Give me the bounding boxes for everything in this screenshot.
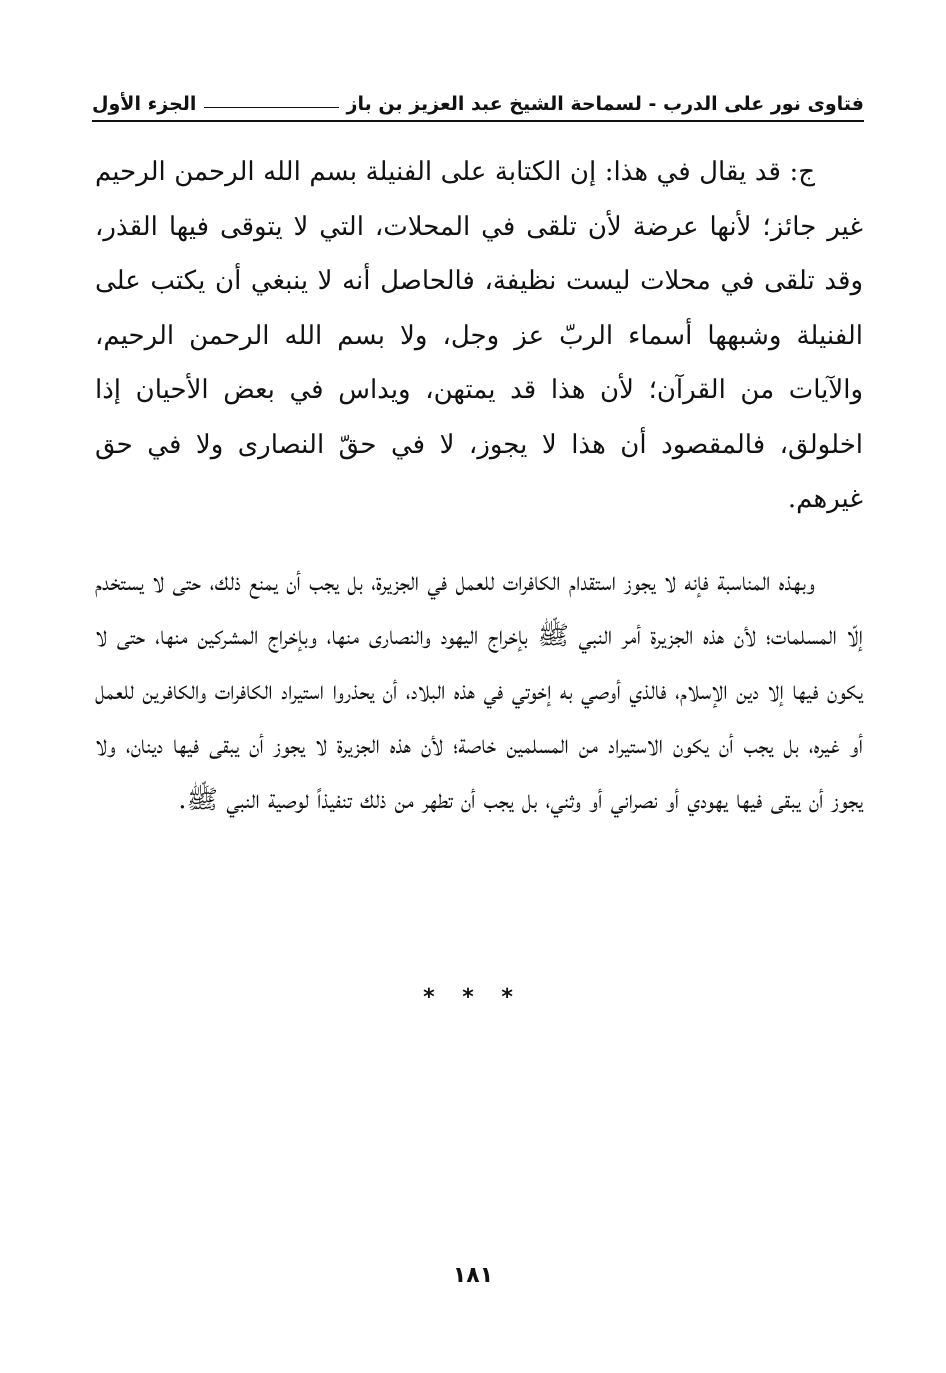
header-rule <box>204 107 338 108</box>
page-body <box>95 145 863 827</box>
running-header <box>92 82 864 122</box>
page-number: ١٨١ <box>452 1263 494 1288</box>
section-separator: * * * <box>423 985 523 1010</box>
advice-paragraph: وبهذه المناسبة فإنه لا يجوز استقدام الكافرات للعمل في الجزيرة، بل يجب أن يمنع ذلك، حتى لا يستخدم إلّا المسلمات؛ لأن هذه الجزيرة أمر النبي ﷺ بإخراج اليهود والنصارى منها، وبإخراج المشركين منها، حتى لا يكون فيها إلا دين الإسلام، فالذي أوصي به إخوتي في هذه البلاد، أن يحذروا استيراد الكافرات والكافرين للعمل أو غيره، بل يجب أن يكون الاستيراد من المسلمين خاصة؛ لأن هذه الجزيرة لا يجوز أن يبقى فيها دينان، ولا يجوز أن يبقى فيها يهودي أو نصراني أو وثني، بل يجب أن تطهر من ذلك تنفيذاً لوصية النبي ﷺ. <box>95 566 863 815</box>
answer-paragraph: ج: قد يقال في هذا: إن الكتابة على الفنيلة بسم الله الرحمن الرحيم غير جائز؛ لأنها عرضة لأن تلقى في المحلات، التي لا يتوقى فيها القذر، وقد تلقى في محلات ليست نظيفة، فالحاصل أنه لا ينبغي أن يكتب على الفنيلة وشبهها أسماء الربّ عز وجل، ولا بسم الله الرحمن الرحيم، والآيات من القرآن؛ لأن هذا قد يمتهن، ويداس في بعض الأحيان إذا اخلولق، فالمقصود أن هذا لا يجوز، لا في حقّ النصارى ولا في حق غيرهم. <box>95 157 863 514</box>
volume-label: الجزء الأول <box>92 93 197 115</box>
series-title: فتاوى نور على الدرب - لسماحة الشيخ عبد العزيز بن باز <box>346 93 864 115</box>
